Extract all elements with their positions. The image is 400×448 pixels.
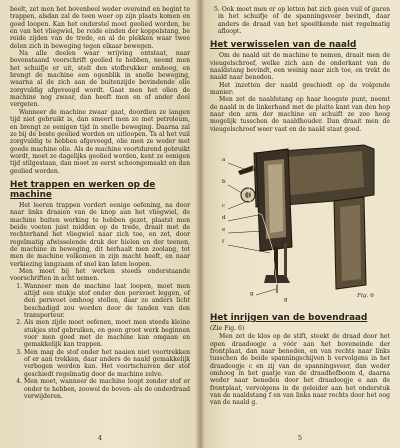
figure-label-g2: g <box>284 297 288 304</box>
rule-item: 4. Men moet, wanneer de machine loopt zonder stof er onder te hebben, zoowel de boven- als de onderdraad verwijderen. <box>24 378 190 400</box>
heading-inrijgen-sub: (Zie Fig. 6) <box>210 325 245 333</box>
rule-item: 2. Als men zijde moet oefenen, moet men steeds kleine stukjes stof gebruiken, en geen groot werk beginnen voor men goed met de machine kan omgaan en gemakkelijk kan trappen. <box>24 319 190 348</box>
rules-list <box>10 283 190 401</box>
figure-label-c: c <box>222 203 226 210</box>
page-number-right: 5 <box>297 434 303 442</box>
figure-label-d: d <box>222 215 226 222</box>
figure-label-a: a <box>222 157 226 164</box>
figure-label-g: g <box>250 291 254 298</box>
machine-head-figure <box>214 135 382 313</box>
intro-paragraph: beelt, zet men het bovenbeel weder overeind en begint te trappen, alsdan zal de teen weer op zijn plaats komen en goed loopen. Kan het onderstel moet geolied worden, be en van het vliegwiel, be reide einden der koppelstang, be reide zijden van de trede, en al de plekken waar twee delen zich in beweging tegen elkaar bewegen. <box>10 6 190 50</box>
rule-item: 3. Men mag de stof onder het naaien niet voortrekken of er aan trekken, daar anders de naald gemakkelijk verbogen worden kan. Het voortschuiven der stof geschiedt regelmatig door de machine zelve. <box>24 349 190 378</box>
figure-caption: Fig. 6 <box>357 293 374 300</box>
top-item: 5. Ook moet men er op letten bat zich geen vuil of garen in het schuifje of de spanningsveer bevindt, daar anders de draad van het spoeltkende niet regelmatig afloopt. <box>214 6 390 36</box>
page-number-left: 4 <box>97 434 103 442</box>
sewing-machine-illustration <box>214 135 382 313</box>
needle-insert-paragraph: Men zet de naaldstang op haar hoogste punt, neemt de naald in de linkerhand met de platte kant van den hop naar den arm der machine en schuift ze zoo hoog mogelijk tusschen de naaldhouder. Dan draait men de vieugelschroef weer vast en de naald staat goed. <box>210 96 390 133</box>
right-page <box>200 0 400 448</box>
heavy-running-paragraph: Wanneer de machine zwaar gaat, doordien ze langen tijd niet gebruikt is, dan smeert men ze met petroleum, en brengt ze eenigen tijd in snelle beweging. Daarna zal ze bij de beste geolied worden en uitloopen. Ta al het vuil zorgvuldig te hebben afgeveegd, olie men ze weder met goede machine olie. Als de machine voortdurend gebruikt wordt, moet ze dagelijks geolied worden, kent ze eenigen tijd stilgestaan, dan moet ze eerst schoongemaakt en dan geolied worden. <box>10 108 190 175</box>
rules-intro: Men moet bij het werken steeds onderstaande voorschriften in acht nemen. <box>10 268 190 283</box>
figure-label-f: f <box>222 239 225 246</box>
needle-remove-paragraph: Om de naald uit de machine te nemen, draait men de vieugelschroef, welke zich aan de onderkant van de naaldstang bevindt, een weinig naar zich toe, en trekt de naald naar beneden. <box>210 52 390 82</box>
needle-insert-intro: Het inzetten der naald geschiedt op de volgende manier: <box>210 81 390 97</box>
figure-label-e: e <box>222 227 226 234</box>
book-gutter <box>195 0 205 448</box>
heading-verwisselen: Het verwisselen van de naald <box>210 40 357 51</box>
oiling-paragraph: Na alle deelen waar wrijving ontstaat, naar bovenstaand voorschrift geolied te hebben, neemt men het schuifje er uit, stelt den stofbrukker omhoog, en brengt de machine een ogenblik in snelle beweging, waarna al de zich aan de buitenzijde bevindende olie zorgvuldig afgeveegd wordt. Gaat men het olien de machine nog zwaar, dan heeft men en of ander deel vergeten. <box>10 50 190 109</box>
heading-inrijgen: Het inrijgen van de bovendraad <box>210 313 368 324</box>
figure-label-b: b <box>222 179 226 186</box>
heading-trappen: Het trappen en werken op de machine <box>10 179 156 200</box>
rule-item: 1. Wanneer men de machine laat loopen, moet men altijd een stukje stof onder den persvoet leggen, of den persvoet omhoog stellen, daar ze anders licht beschadigd zou worden door de tanden van den transporteur. <box>24 283 190 320</box>
treadle-paragraph: Het leeren trappen vordert eenige oefening, na door naar links draaien van de knop aan het vliegwiel, de machine buiten werking te hebben gezet, plaatst men beide voeten juist midden op de trede, draait met de rechterhand het vliegwiel naar zich toe, en zet, door regelmatig afwisselende druk der hielen en der teenen, de machine in beweging, dit herhaalt men zoolang, tot men de machine volkomen in zijn macht heeft, en naar verkiezing langzaam of snel kan laten loopen. <box>10 201 190 268</box>
threading-paragraph: Men zet de klos op de stift, steekt de draad door het open draadoogje a vóór aan het boveneinde der frontplaat, dan naar beneden, en van rechts naar links tusschen de beide spanningschijven b vervolgens in het draadoogje c en zij van de spanningsveer, dan weder omhoog in het gaatje van de draadhefboom d, daarna weder naar beneden door het draadoogje e aan de frontplaat, vervolgens in de geleider aan het onderstuk van de naaldstang f en van links naar rechts door het oog van de naald g. <box>210 333 390 407</box>
